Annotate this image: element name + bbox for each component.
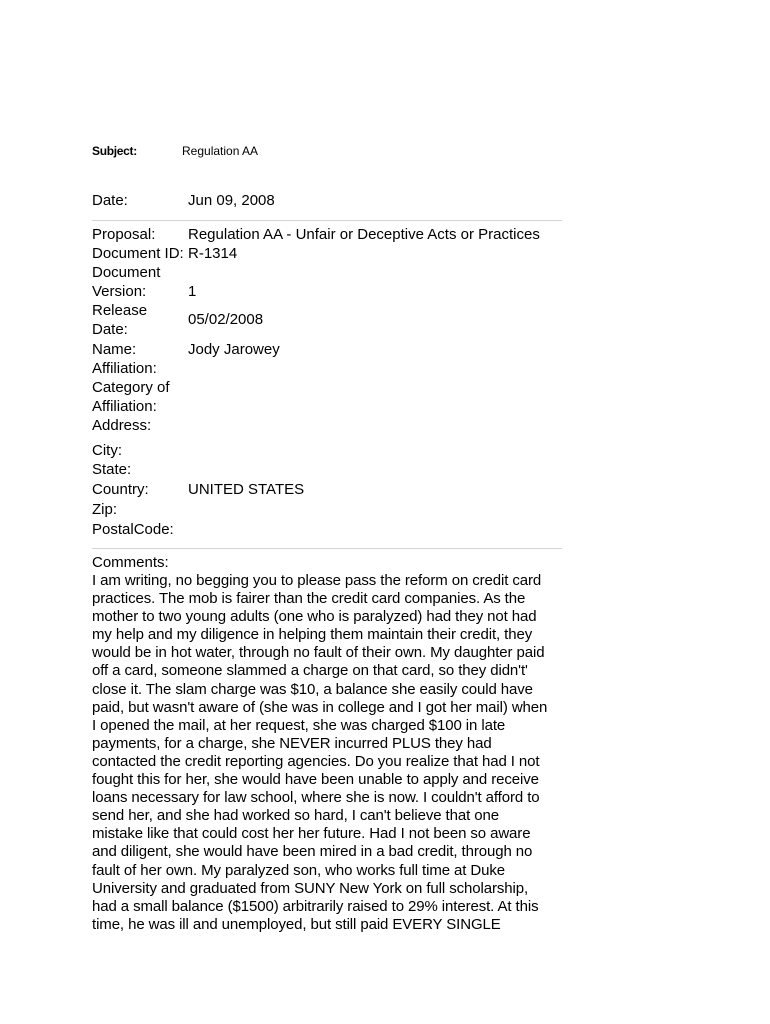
proposal-label: Proposal: [92, 226, 156, 243]
proposal-value: Regulation AA - Unfair or Deceptive Acts or Practices [188, 226, 540, 243]
comment-line: fault of her own. My paralyzed son, who works full time at Duke [92, 861, 506, 879]
comment-line: practices. The mob is fairer than the credit card companies. As the [92, 590, 526, 608]
comments-label: Comments: [92, 554, 169, 571]
comment-line: close it. The slam charge was $10, a balance she easily could have [92, 680, 533, 698]
name-value: Jody Jarowey [188, 341, 280, 358]
comment-line: payments, for a charge, she NEVER incurred PLUS they had [92, 734, 492, 752]
document-id-value: R-1314 [188, 245, 238, 262]
comment-line: fought this for her, she would have been unable to apply and receive [92, 771, 539, 789]
comment-line: time, he was ill and unemployed, but still paid EVERY SINGLE [92, 915, 501, 933]
comment-line: University and graduated from SUNY New York on full scholarship, [92, 879, 529, 897]
release-date-label-line2: Date: [92, 321, 128, 338]
comment-line: would be in hot water, through no fault of their own. My daughter paid [92, 644, 545, 662]
comment-line: I am writing, no begging you to please pass the reform on credit card [92, 572, 542, 589]
document-version-value: 1 [188, 283, 197, 300]
date-value: Jun 09, 2008 [188, 192, 275, 209]
document-version-label-line1: Document [92, 264, 161, 281]
subject-value: Regulation AA [182, 144, 259, 158]
comment-line: off a card, someone slammed a charge on that card, so they didn't' [92, 662, 528, 680]
comment-line: and diligent, she would have been mired in a bad credit, through no [92, 843, 533, 861]
state-label: State: [92, 461, 132, 478]
document-version-label-line2: Version: [92, 283, 147, 300]
name-label: Name: [92, 341, 137, 358]
comment-line: mistake like that could cost her her future. Had I not been so aware [92, 825, 531, 843]
date-label: Date: [92, 192, 128, 209]
country-label: Country: [92, 481, 149, 498]
category-label-line1: Category of [92, 379, 170, 396]
category-label-line2: Affiliation: [92, 398, 157, 415]
comment-line: loans necessary for law school, where she is now. I couldn't afford to [92, 789, 540, 807]
release-date-value: 05/02/2008 [188, 311, 264, 328]
release-date-label-line1: Release [92, 302, 148, 319]
comment-line: my help and my diligence in helping them maintain their credit, they [92, 626, 533, 644]
divider-comments [92, 548, 562, 549]
affiliation-label: Affiliation: [92, 360, 157, 377]
comments-text [92, 572, 566, 934]
address-label: Address: [92, 417, 152, 434]
zip-label: Zip: [92, 501, 118, 518]
country-value: UNITED STATES [188, 481, 305, 498]
subject-label: Subject: [92, 144, 137, 158]
comment-line: contacted the credit reporting agencies. Do you realize that had I not [92, 752, 540, 770]
comment-line: had a small balance ($1500) arbitrarily raised to 29% interest. At this [92, 897, 539, 915]
document-id-label: Document ID: [92, 245, 184, 262]
comment-line: mother to two young adults (one who is paralyzed) had they not had [92, 608, 537, 626]
divider-top [92, 220, 562, 221]
postal-code-label: PostalCode: [92, 521, 174, 538]
comment-line: paid, but wasn't aware of (she was in college and I got her mail) when [92, 698, 548, 716]
comment-line: send her, and she had worked so hard, I can't believe that one [92, 807, 499, 825]
comment-line: I opened the mail, at her request, she was charged $100 in late [92, 716, 506, 734]
city-label: City: [92, 442, 122, 459]
